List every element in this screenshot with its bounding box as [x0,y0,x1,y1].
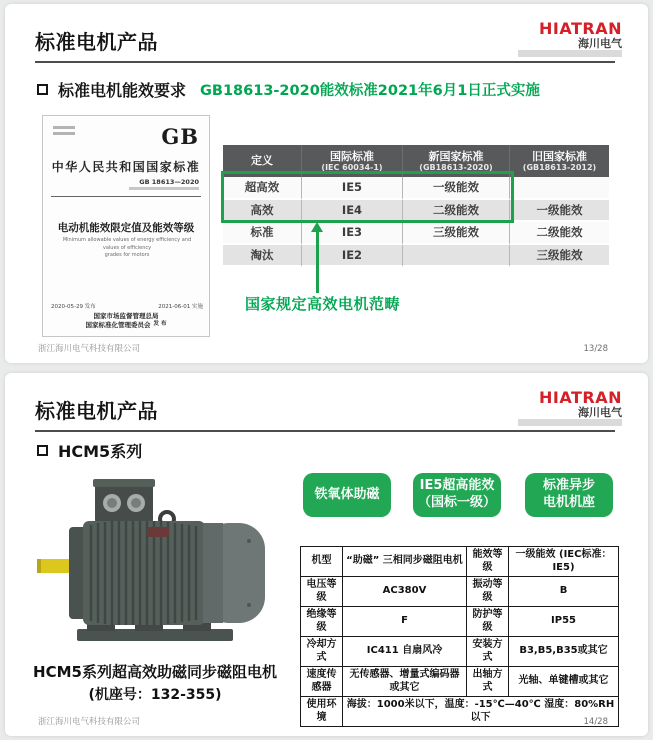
header-divider [35,430,615,432]
col-header-definition: 定义 [223,145,302,177]
square-bullet-icon [37,445,48,456]
spec-row: 机型 “助磁” 三相同步磁阻电机 能效等级 一级能效 (IEC标准：IE5) [301,547,619,577]
page-title: 标准电机产品 [35,30,158,54]
feature-badge-frame: 标准异步 电机机座 [525,473,613,517]
table-row: 标准 IE3 三级能效 二级能效 [223,222,609,245]
product-name: HCM5系列超高效助磁同步磁阻电机 [33,663,277,681]
implementation-date: 2021-06-01 实施 [158,304,203,310]
logo-underline [518,419,622,426]
issue-date: 2020-05-29 发布 [51,304,96,310]
spec-row: 绝缘等级 F 防护等级 IP55 [301,607,619,637]
spec-row: 冷却方式 IC411 自扇风冷 安装方式 B3,B5,B35或其它 [301,637,619,667]
section-title: 标准电机能效要求 [58,81,187,100]
section-heading [37,439,142,462]
product-caption [13,661,297,704]
motor-illustration [35,471,275,661]
table-header-row [223,145,609,177]
logo-chinese-name: 海川电气 [578,36,622,50]
motor-product-image [35,471,275,661]
gb-logo-icon: GB [161,124,199,149]
page-number: 13/28 [583,344,608,354]
frame-size: (机座号：132-355) [88,687,222,703]
gb-cover-heading: 中华人民共和国国家标准 [51,160,201,174]
gb-replaces-placeholder [129,187,199,190]
ics-code-placeholder [53,126,75,138]
col-header-iec: 国际标准 (IEC 60034-1) [302,145,403,177]
logo-wordmark: HIATRAN [539,388,622,407]
footer-company: 浙江海川电气科技有限公司 [38,344,141,354]
company-logo [502,389,622,429]
feature-badge-ferrite: 铁氧体助磁 [303,473,391,517]
table-row: 超高效 IE5 一级能效 [223,177,609,200]
efficiency-comparison-table [223,145,609,267]
gb-document-title-en: Minimum allowable values of energy efficiency and values of efficiency grades for motors [62,237,192,258]
page-title: 标准电机产品 [35,399,158,423]
square-bullet-icon [37,84,48,95]
logo-wordmark: HIATRAN [539,19,622,38]
gb-document-title: 电动机能效限定值及能效等级 [57,222,195,234]
footer-company: 浙江海川电气科技有限公司 [38,717,141,727]
logo-underline [518,50,622,57]
header-divider [35,61,615,63]
section-title: HCM5系列 [58,442,143,461]
spec-table [300,546,619,727]
company-logo [502,20,622,60]
highlight-annotation: 国家规定高效电机范畴 [245,295,401,313]
col-header-new-gb: 新国家标准 (GB18613-2020) [403,145,510,177]
standard-effective-note: GB18613-2020能效标准2021年6月1日正式实施 [200,83,540,99]
gb-cover-dates [51,302,203,310]
section-heading [37,78,540,101]
col-header-old-gb: 旧国家标准 (GB18613-2012) [510,145,609,177]
gb-publishers: 国家市场监督管理总局 国家标准化管理委员会 发 布 [85,311,167,329]
slide-13 [5,4,648,363]
slide-14 [5,373,648,736]
green-arrow-line [316,231,319,293]
gb-standard-cover-image [42,115,210,337]
table-row: 淘汰 IE2 三级能效 [223,245,609,268]
gb-standard-number: GB 18613—2020 [139,178,199,186]
spec-row: 使用环境 海拔：1000米以下，温度：-15℃—40℃ 湿度：80%RH以下 [301,697,619,727]
spec-row: 电压等级 AC380V 振动等级 B [301,577,619,607]
page-number: 14/28 [583,717,608,727]
logo-chinese-name: 海川电气 [578,405,622,419]
spec-row: 速度传感器 无传感器、增量式编码器或其它 出轴方式 光轴、单键槽或其它 [301,667,619,697]
gb-cover-rule [51,196,201,197]
feature-badge-ie5: IE5超高能效 （国标一级） [413,473,501,517]
table-row: 高效 IE4 二级能效 一级能效 [223,200,609,223]
